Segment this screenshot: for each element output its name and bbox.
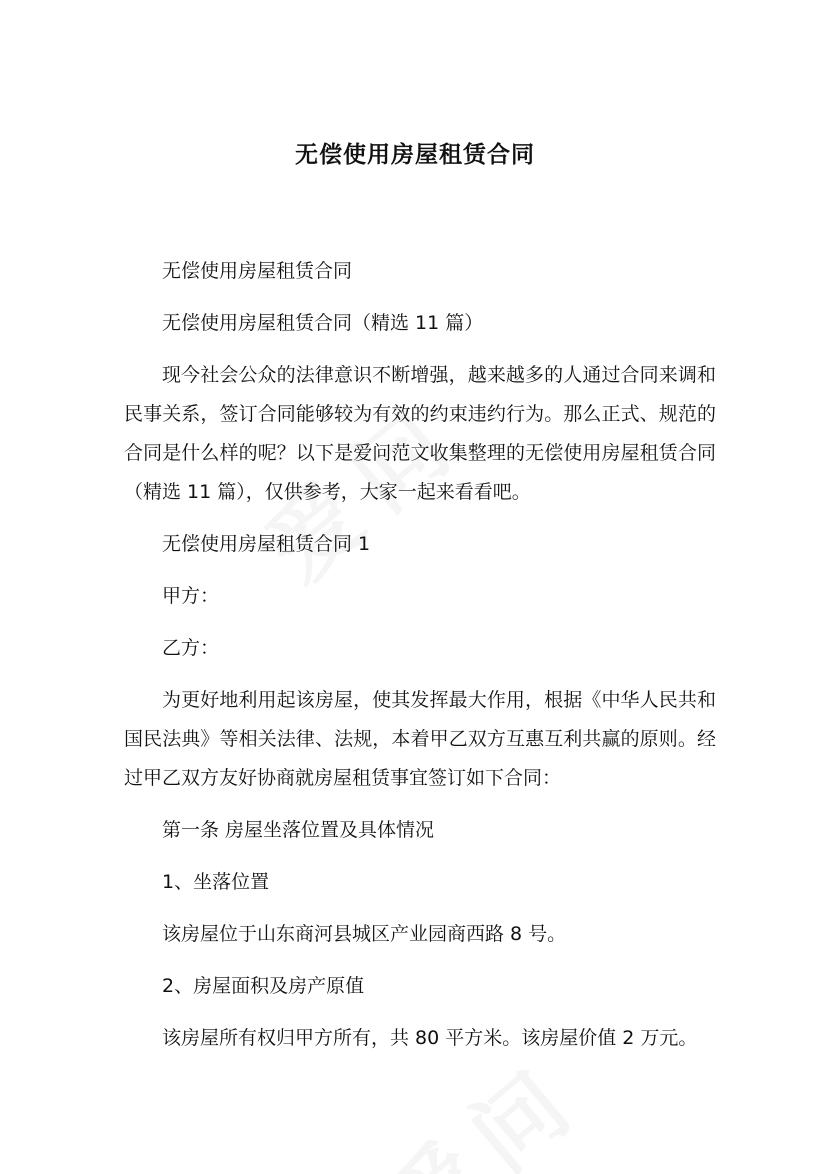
paragraph-preamble: 为更好地利用起该房屋，使其发挥最大作用，根据《中华人民共和国民法典》等相关法律、法规，本着甲乙双方互惠互利共赢的原则。经过甲乙双方友好协商就房屋租赁事宜签订如下合同：: [124, 689, 716, 789]
paragraph-intro: 现今社会公众的法律意识不断增强，越来越多的人通过合同来调和民事关系，签订合同能够较为有效的约束违约行为。那么正式、规范的合同是什么样的呢？以下是爱问范文收集整理的无偿使用房屋租赁合同（精选 11 篇），仅供参考，大家一起来看看吧。: [124, 364, 716, 503]
document-body: [124, 252, 716, 1071]
paragraph-article-one: 第一条 房屋坐落位置及具体情况: [162, 819, 435, 841]
paragraph-area: 该房屋所有权归甲方所有，共 80 平方米。该房屋价值 2 万元。: [162, 1027, 698, 1049]
paragraph-party-a: 甲方：: [162, 585, 220, 607]
paragraph-party-b: 乙方：: [162, 637, 220, 659]
paragraph-location-heading: 1、坐落位置: [162, 871, 270, 893]
paragraph-subheading: 无偿使用房屋租赁合同（精选 11 篇）: [162, 312, 484, 334]
paragraph-contract-number: 无偿使用房屋租赁合同 1: [162, 533, 371, 555]
paragraph-location: 该房屋位于山东商河县城区产业园商西路 8 号。: [162, 923, 567, 945]
paragraph-heading: 无偿使用房屋租赁合同: [162, 260, 353, 282]
paragraph-area-heading: 2、房屋面积及房产原值: [162, 975, 365, 997]
document-title: 无偿使用房屋租赁合同: [295, 142, 535, 168]
